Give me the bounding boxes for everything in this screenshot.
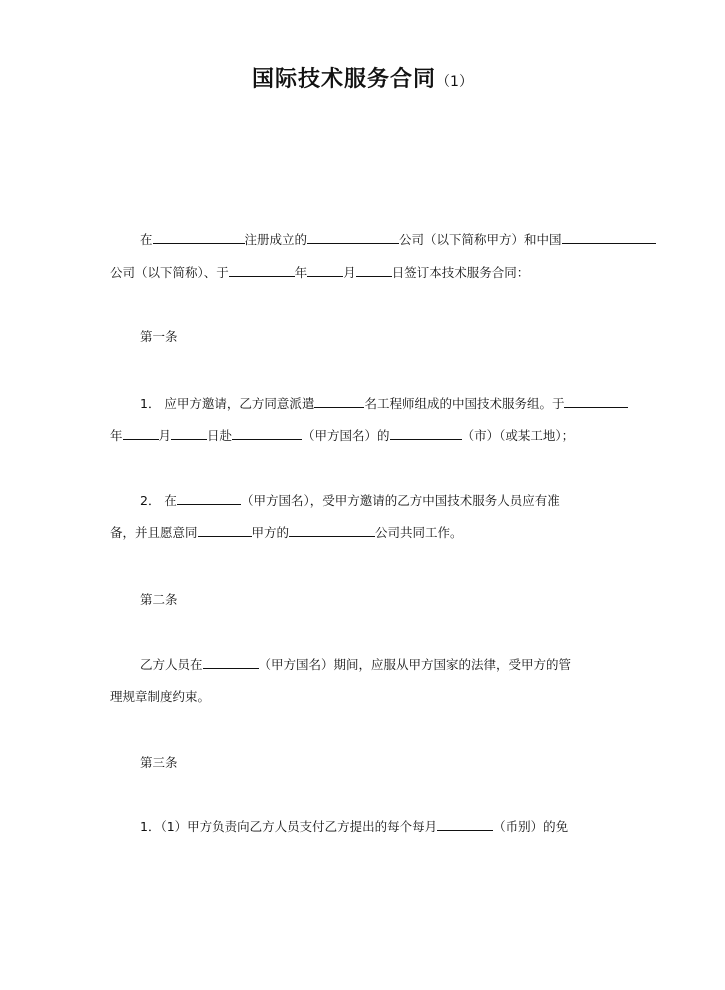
title-suffix: （1） bbox=[436, 74, 473, 90]
article-1-clause-2-line-1: 2． 在 （甲方国名），受甲方邀请的乙方中国技术服务人员应有准 bbox=[140, 493, 560, 508]
article-3-clause-1-line-1: 1．（1）甲方负责向乙方人员支付乙方提出的每个每月 （币别）的免 bbox=[140, 819, 569, 834]
blank-field bbox=[390, 427, 462, 440]
article-1-clause-1-line-2: 年 月 日赴 （甲方国名）的 （市）（或某工地）； bbox=[110, 428, 575, 443]
blank-field bbox=[177, 492, 241, 505]
blank-field bbox=[564, 395, 628, 408]
blank-field bbox=[153, 231, 245, 244]
article-3-heading: 第三条 bbox=[140, 755, 178, 770]
blank-field bbox=[307, 231, 399, 244]
blank-field bbox=[289, 524, 375, 537]
blank-field bbox=[562, 231, 656, 244]
title-main: 国际技术服务合同 bbox=[252, 66, 437, 92]
article-1-clause-1-line-1: 1． 应甲方邀请，乙方同意派遣 名工程师组成的中国技术服务组。于 bbox=[140, 395, 628, 413]
article-1-clause-2-line-2: 备，并且愿意同 甲方的 公司共同工作。 bbox=[110, 525, 463, 540]
article-1-heading: 第一条 bbox=[140, 329, 178, 344]
article-2-line-2: 理规章制度约束。 bbox=[110, 689, 211, 704]
preamble-line-2: 公司（以下简称）、于 年 月 日签订本技术服务合同： bbox=[110, 265, 530, 280]
blank-field bbox=[437, 818, 493, 831]
preamble-line-1: 在 注册成立的 公司（以下简称甲方）和中国 bbox=[140, 231, 656, 249]
blank-field bbox=[356, 264, 392, 277]
blank-field bbox=[123, 427, 159, 440]
blank-field bbox=[307, 264, 343, 277]
page-title bbox=[0, 62, 725, 93]
blank-field bbox=[198, 524, 252, 537]
article-2-heading: 第二条 bbox=[140, 592, 178, 607]
blank-field bbox=[203, 656, 259, 669]
blank-field bbox=[314, 395, 364, 408]
article-2-line-1: 乙方人员在 （甲方国名）期间，应服从甲方国家的法律，受甲方的管 bbox=[140, 657, 572, 672]
blank-field bbox=[229, 264, 295, 277]
blank-field bbox=[232, 427, 302, 440]
blank-field bbox=[171, 427, 207, 440]
